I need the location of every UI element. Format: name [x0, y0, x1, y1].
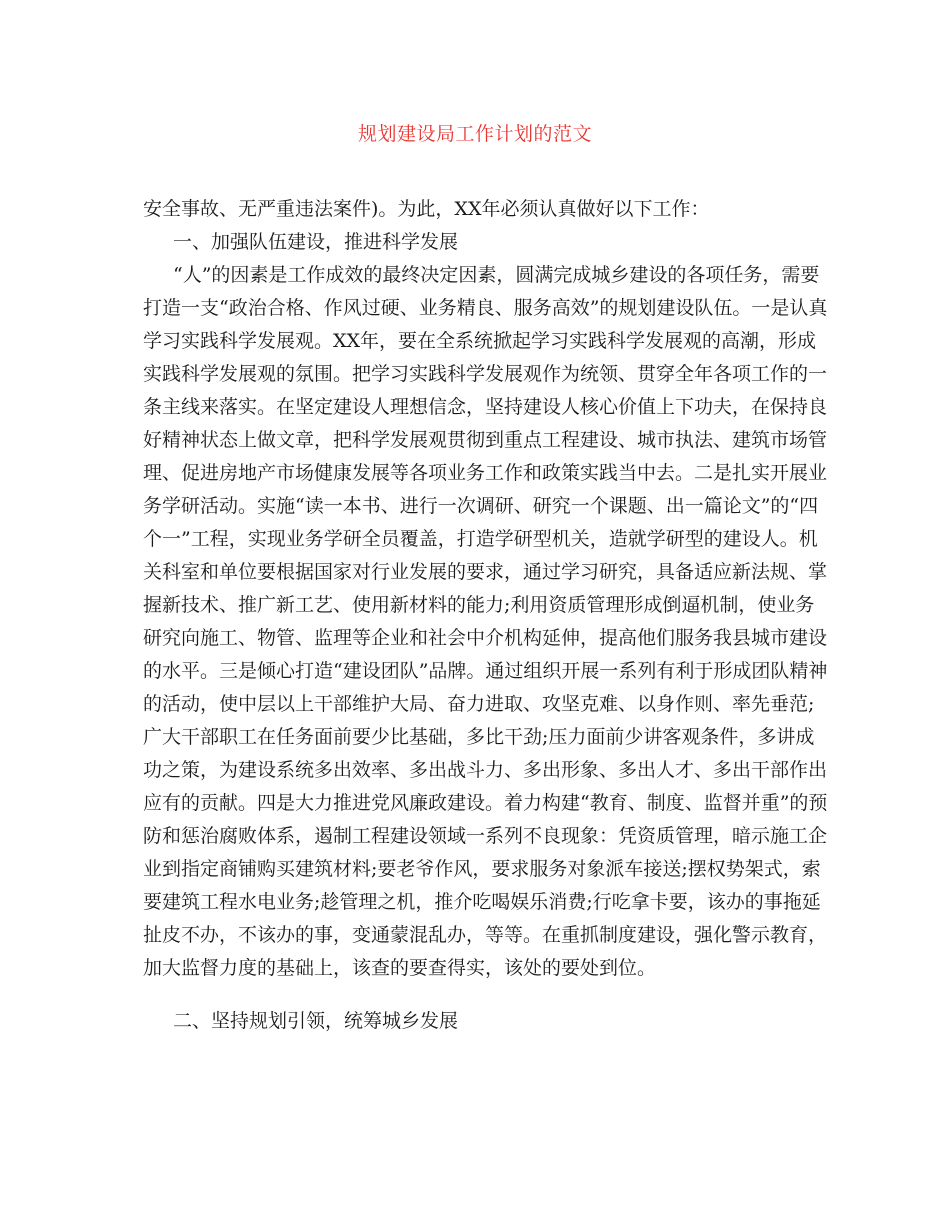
body-line: 实践科学发展观的氛围。把学习实践科学发展观作为统领、贯穿全年各项工作的一 [143, 363, 828, 385]
section-heading: 二、坚持规划引领，统筹城乡发展 [173, 1010, 459, 1032]
body-line: 扯皮不办，不该办的事，变通蒙混乱办，等等。在重抓制度建设，强化警示教育， [143, 924, 828, 946]
body-line: 的水平。三是倾心打造“建设团队”品牌。通过组织开展一系列有利于形成团队精神 [143, 660, 828, 682]
body-line: 应有的贡献。四是大力推进党风廉政建设。着力构建“教育、制度、监督并重”的预 [143, 792, 828, 814]
body-line: 安全事故、无严重违法案件)。为此，XX年必须认真做好以下工作： [143, 198, 710, 220]
body-line: 研究向施工、物管、监理等企业和社会中介机构延伸，提高他们服务我县城市建设 [143, 627, 828, 649]
body-line: 好精神状态上做文章，把科学发展观贯彻到重点工程建设、城市执法、建筑市场管 [143, 429, 828, 451]
document-body [143, 193, 828, 1038]
body-line: 的活动，使中层以上干部维护大局、奋力进取、攻坚克难、以身作则、率先垂范; [143, 693, 815, 715]
body-line: 功之策，为建设系统多出效率、多出战斗力、多出形象、多出人才、多出干部作出 [143, 759, 828, 781]
body-line: 关科室和单位要根据国家对行业发展的要求，通过学习研究，具备适应新法规、掌 [143, 561, 828, 583]
body-line: “人”的因素是工作成效的最终决定因素，圆满完成城乡建设的各项任务，需要 [173, 264, 820, 286]
body-line: 业到指定商铺购买建筑材料;要老爷作风，要求服务对象派车接送;摆权势架式，索 [143, 858, 821, 880]
body-line: 个一”工程，实现业务学研全员覆盖，打造学研型机关，造就学研型的建设人。机 [143, 528, 818, 550]
document-title: 规划建设局工作计划的范文 [357, 123, 592, 145]
body-line: 条主线来落实。在坚定建设人理想信念，坚持建设人核心价值上下功夫，在保持良 [143, 396, 828, 418]
body-line: 加大监督力度的基础上，该查的要查得实，该处的要处到位。 [143, 957, 657, 979]
body-line: 理、促进房地产市场健康发展等各项业务工作和政策实践当中去。二是扎实开展业 [143, 462, 828, 484]
body-line: 学习实践科学发展观。XX年，要在全系统掀起学习实践科学发展观的高潮，形成 [143, 330, 817, 352]
body-line: 要建筑工程水电业务;趁管理之机，推介吃喝娱乐消费;行吃拿卡要，该办的事拖延 [143, 891, 821, 913]
body-line: 打造一支“政治合格、作风过硬、业务精良、服务高效”的规划建设队伍。一是认真 [143, 297, 828, 319]
section-heading: 一、加强队伍建设，推进科学发展 [173, 231, 459, 253]
body-line: 握新技术、推广新工艺、使用新材料的能力;利用资质管理形成倒逼机制，使业务 [143, 594, 815, 616]
body-line: 防和惩治腐败体系，遏制工程建设领域一系列不良现象：凭资质管理，暗示施工企 [143, 825, 828, 847]
paragraph-gap [143, 985, 815, 1005]
body-line: 务学研活动。实施“读一本书、进行一次调研、研究一个课题、出一篇论文”的“四 [143, 495, 819, 517]
body-line: 广大干部职工在任务面前要少比基础，多比干劲;压力面前少讲客观条件，多讲成 [143, 726, 815, 748]
